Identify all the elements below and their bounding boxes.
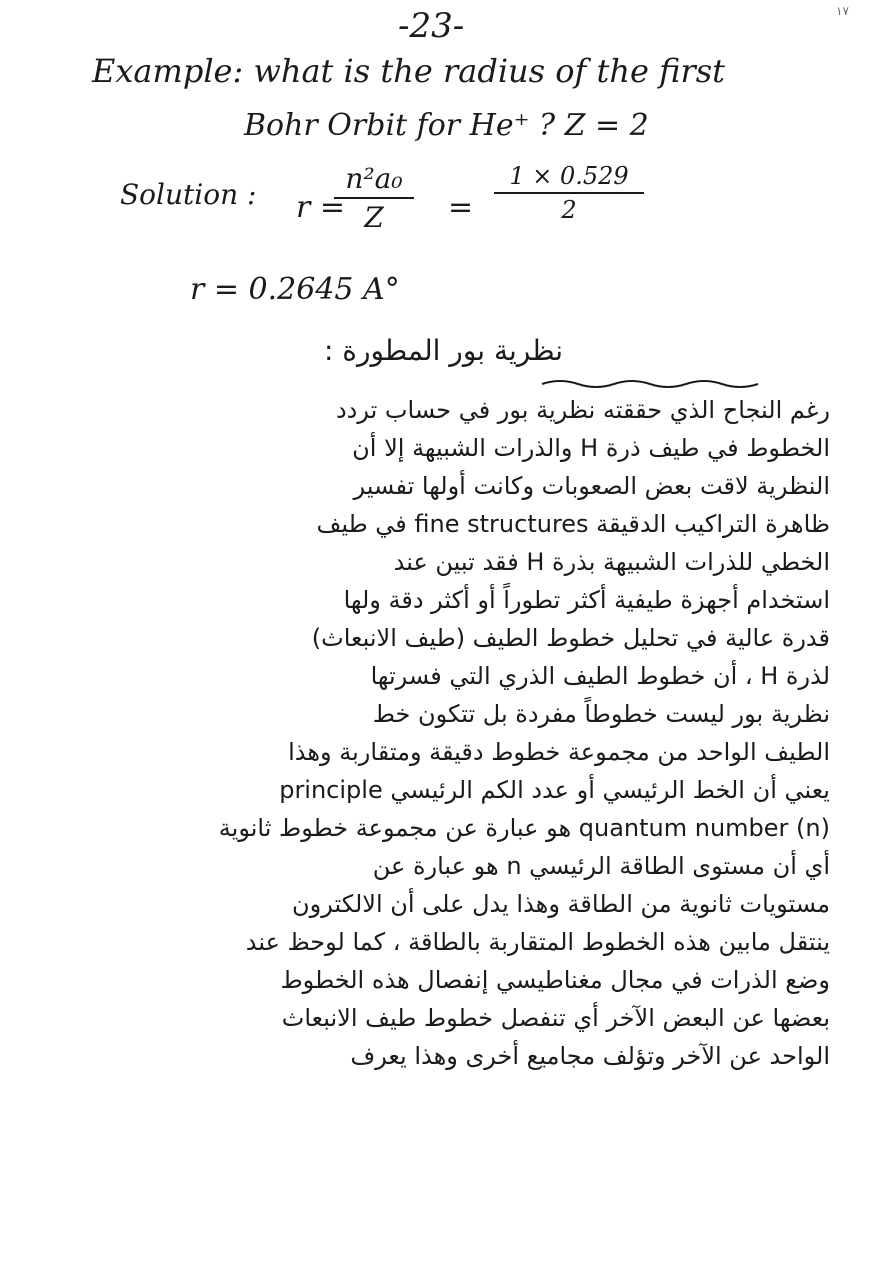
paragraph-line: الطيف الواحد من مجموعة خطوط دقيقة ومتقاربة وهذا — [288, 738, 830, 766]
equals-sign: = — [448, 190, 474, 225]
paragraph-line: لذرة H ، أن خطوط الطيف الذري التي فسرتها — [370, 662, 830, 690]
example-question-line-1: Example: what is the radius of the first — [92, 52, 726, 90]
paragraph-line: قدرة عالية في تحليل خطوط الطيف (طيف الانبعاث) — [311, 624, 830, 652]
formula-lhs: r = — [296, 190, 346, 225]
heading-underline — [540, 376, 770, 390]
paragraph-line: الواحد عن الآخر وتؤلف مجاميع أخرى وهذا يعرف — [350, 1042, 830, 1070]
paragraph-line: الخطوط في طيف ذرة H والذرات الشبيهة إلا أن — [352, 434, 830, 462]
paragraph-line: أي أن مستوى الطاقة الرئيسي n هو عبارة عن — [372, 852, 830, 880]
fraction-bar — [494, 192, 644, 194]
solution-label: Solution : — [120, 178, 257, 211]
paragraph-line: نظرية بور ليست خطوطاً مفردة بل تتكون خط — [372, 700, 830, 728]
paragraph-line: استخدام أجهزة طيفية أكثر تطوراً أو أكثر دقة ولها — [343, 586, 830, 614]
formula-numerator: n²a₀ — [345, 162, 403, 195]
page-number: -23- — [398, 6, 465, 46]
paragraph-line: quantum number (n) هو عبارة عن مجموعة خطوط ثانوية — [218, 814, 830, 842]
fraction-bar — [334, 197, 414, 199]
value-numerator: 1 × 0.529 — [509, 162, 629, 190]
result-line: r = 0.2645 A° — [190, 272, 400, 307]
paragraph-line: مستويات ثانوية من الطاقة وهذا يدل على أن الالكترون — [292, 890, 830, 918]
section-heading: نظرية بور المطورة : — [323, 334, 563, 367]
paragraph-line: النظرية لاقت بعض الصعوبات وكانت أولها تفسير — [353, 472, 830, 500]
paragraph-line: الخطي للذرات الشبيهة بذرة H فقد تبين عند — [393, 548, 830, 576]
value-fraction — [494, 162, 644, 224]
corner-page-marker: ١٧ — [836, 4, 849, 18]
value-denominator: 2 — [561, 196, 577, 224]
paragraph-line: وضع الذرات في مجال مغناطيسي إنفصال هذه الخطوط — [280, 966, 830, 994]
paragraph-line: يعني أن الخط الرئيسي أو عدد الكم الرئيسي principle — [279, 776, 830, 804]
formula-denominator: Z — [364, 201, 384, 234]
paragraph-line: رغم النجاح الذي حققته نظرية بور في حساب تردد — [335, 396, 830, 424]
example-question-line-2: Bohr Orbit for He⁺ ? Z = 2 — [244, 108, 649, 143]
formula-fraction — [334, 162, 414, 234]
paragraph-line: ينتقل مابين هذه الخطوط المتقاربة بالطاقة ، كما لوحظ عند — [245, 928, 830, 956]
paragraph-line: ظاهرة التراكيب الدقيقة fine structures في طيف — [316, 510, 830, 538]
paragraph-line: بعضها عن البعض الآخر أي تنفصل خطوط طيف الانبعاث — [281, 1004, 830, 1032]
